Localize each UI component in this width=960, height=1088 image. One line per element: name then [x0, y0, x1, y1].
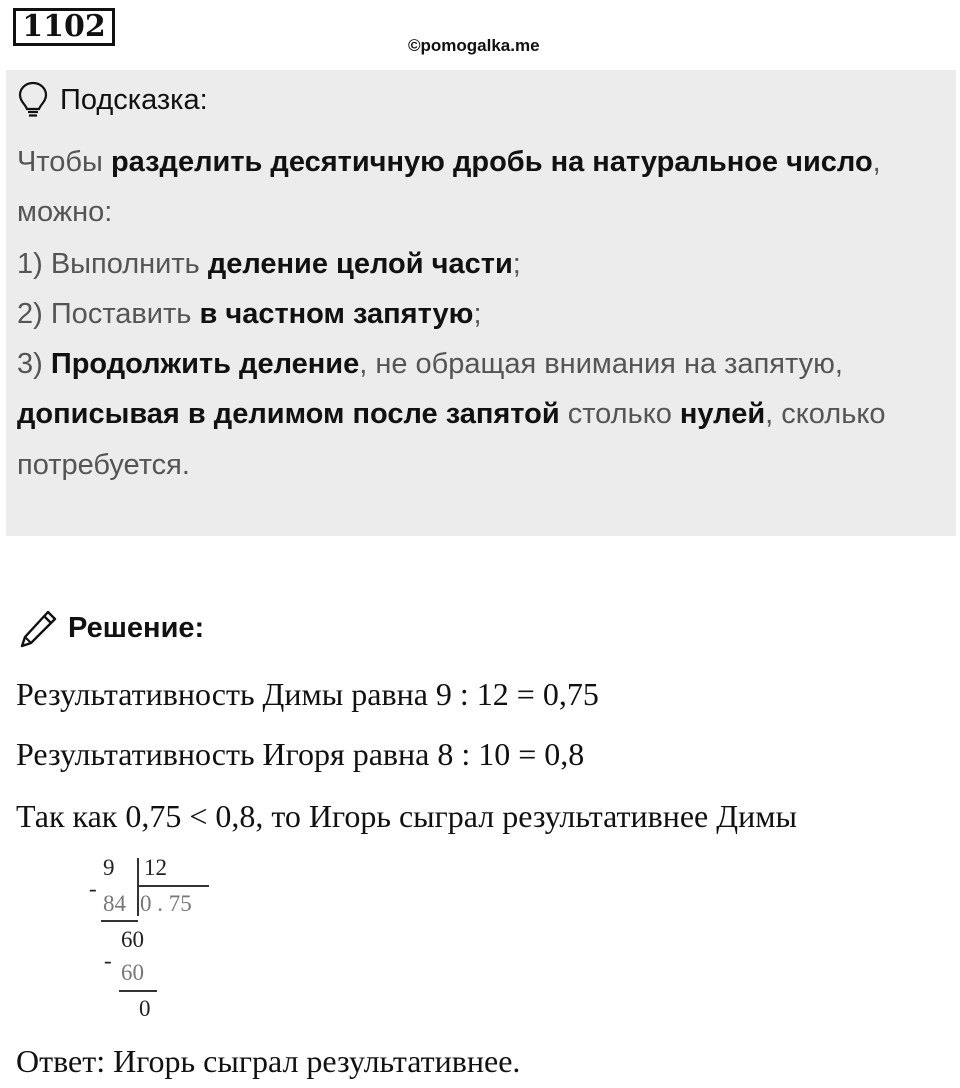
hint-bold-text: дописывая в делимом после запятой [17, 398, 560, 430]
hint-line-6 [17, 398, 885, 431]
hint-line-3 [17, 248, 521, 281]
watermark: ©pomogalka.me [408, 36, 540, 55]
subtrahend-2: 60 [121, 960, 144, 985]
solution-line-2: Результативность Игоря равна 8 : 10 = 0,8 [16, 736, 585, 772]
lightbulb-icon [18, 81, 48, 119]
hint-text: можно: [17, 196, 113, 228]
hint-bold-text: разделить десятичную дробь на натуральное число [110, 146, 873, 178]
hint-line-1 [17, 146, 881, 179]
hint-text: , сколько [765, 398, 886, 430]
subtraction-line-1 [101, 920, 138, 922]
hint-text: ; [512, 248, 521, 280]
hint-text: столько [559, 398, 680, 430]
remainder-2: 0 [139, 996, 151, 1021]
subtrahend-1: 84 [103, 891, 126, 916]
solution-header [18, 605, 204, 651]
hint-text: , не обращая внимания на запятую, [359, 348, 843, 380]
division-vertical-bar [137, 858, 139, 916]
hint-text: ; [473, 298, 482, 330]
dividend: 9 [103, 855, 115, 880]
hint-text: Чтобы [17, 146, 111, 178]
hint-line-2 [17, 196, 112, 229]
pencil-icon [18, 607, 60, 649]
hint-text: потребуется. [17, 449, 190, 481]
answer-line: Ответ: Игорь сыграл результативнее. [16, 1043, 521, 1079]
hint-text: 2) Поставить [17, 298, 200, 330]
solution-title: Решение: [68, 611, 205, 644]
hint-header [18, 80, 208, 120]
quotient: 0 . 75 [140, 891, 192, 916]
hint-bold-text: Продолжить деление [50, 348, 360, 380]
hint-text: , [872, 146, 881, 178]
minus-sign-1: - [89, 876, 97, 901]
hint-title: Подсказка: [60, 83, 208, 116]
divisor: 12 [144, 855, 167, 880]
division-horizontal-bar [137, 885, 209, 887]
hint-text: 1) Выполнить [17, 248, 208, 280]
hint-line-7 [17, 449, 190, 482]
subtraction-line-2 [119, 990, 157, 992]
problem-number: 1102 [13, 8, 115, 46]
hint-text: 3) [17, 348, 51, 380]
solution-line-1: Результативность Димы равна 9 : 12 = 0,75 [16, 676, 599, 712]
minus-sign-2: - [104, 948, 112, 973]
hint-line-4 [17, 298, 482, 331]
hint-bold-text: нулей [679, 398, 766, 430]
hint-line-5 [17, 348, 843, 381]
hint-bold-text: в частном запятую [199, 298, 474, 330]
hint-bold-text: деление целой части [207, 248, 513, 280]
remainder-1: 60 [121, 927, 144, 952]
solution-line-3: Так как 0,75 < 0,8, то Игорь сыграл результативнее Димы [16, 798, 797, 834]
long-division [86, 852, 236, 1027]
